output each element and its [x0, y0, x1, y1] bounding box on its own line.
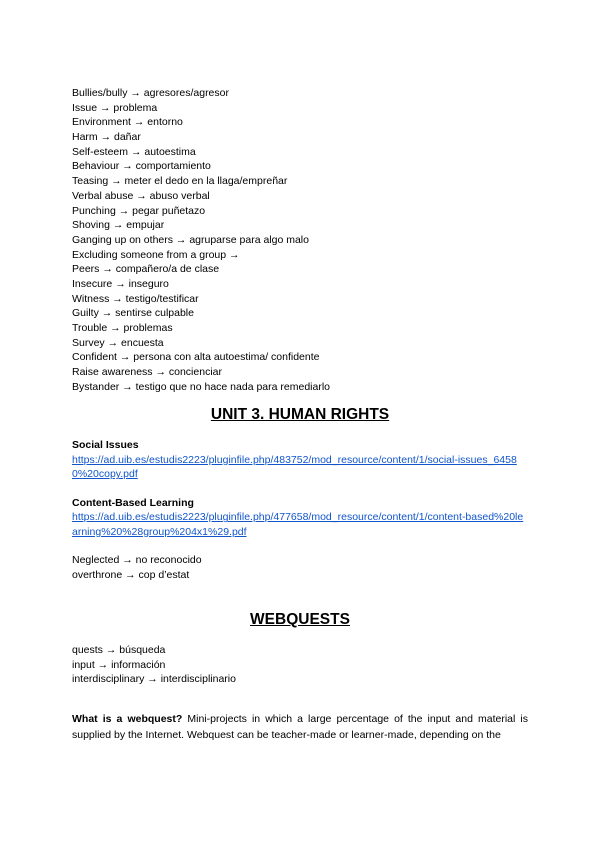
vocab-item: Issue → problema	[72, 101, 158, 114]
vocab-item: Raise awareness → concienciar	[72, 366, 222, 379]
vocab-list-webquests	[72, 643, 528, 687]
vocab-item: Behaviour → comportamiento	[72, 160, 211, 173]
vocab-item: Environment → entorno	[72, 116, 183, 129]
social-issues-section	[72, 438, 528, 482]
vocab-item: Shoving → empujar	[72, 219, 165, 232]
vocab-item: overthrone → cop d’estat	[72, 569, 190, 582]
unit3-heading: UNIT 3. HUMAN RIGHTS	[210, 406, 390, 424]
vocab-item: Neglected → no reconocido	[72, 554, 202, 567]
vocab-item: Ganging up on others → agruparse para algo malo	[72, 233, 309, 246]
vocab-item: Punching → pegar puñetazo	[72, 204, 206, 217]
social-issues-heading: Social Issues	[72, 439, 139, 452]
vocab-item: Bullies/bully → agresores/agresor	[72, 87, 229, 99]
webquest-question: What is a webquest?	[72, 712, 183, 725]
vocab-item: Bystander → testigo que no hace nada para remediarlo	[72, 380, 330, 393]
webquest-definition	[72, 711, 528, 744]
vocab-item: Insecure → inseguro	[72, 277, 169, 290]
vocab-item: Harm → dañar	[72, 131, 141, 144]
webquests-heading: WEBQUESTS	[250, 610, 350, 628]
webquest-answer: Mini-projects in which a large percentage of the input and material is supplied by the Internet. Webquest can be teacher-made or learner-made, depending on the	[72, 712, 528, 742]
vocab-item: Excluding someone from a group →	[72, 248, 240, 261]
vocab-item: Verbal abuse → abuso verbal	[72, 189, 210, 202]
cbl-link[interactable]: https://ad.uib.es/estudis2223/pluginfile.php/477658/mod_resource/content/1/content-based%20learning%20%28group%204x1%29.pdf	[72, 511, 524, 538]
document-page	[72, 86, 528, 744]
vocab-item: Confident → persona con alta autoestima/ confidente	[72, 351, 320, 364]
cbl-heading: Content-Based Learning	[72, 496, 194, 509]
vocab-item: Witness → testigo/testificar	[72, 292, 199, 305]
vocab-item: input → información	[72, 658, 166, 671]
vocab-item: Survey → encuesta	[72, 336, 164, 349]
cbl-section	[72, 496, 528, 540]
vocab-item: Guilty → sentirse culpable	[72, 307, 194, 320]
vocab-item: Teasing → meter el dedo en la llaga/empreñar	[72, 175, 288, 188]
vocab-item: Trouble → problemas	[72, 322, 173, 334]
vocab-item: interdisciplinary → interdisciplinario	[72, 673, 236, 686]
vocab-list-bullying	[72, 86, 528, 394]
vocab-item: Self-esteem → autoestima	[72, 145, 196, 158]
vocab-item: quests → búsqueda	[72, 643, 166, 656]
vocab-list-unit3	[72, 553, 528, 582]
vocab-item: Peers → compañero/a de clase	[72, 263, 220, 276]
social-issues-link[interactable]: https://ad.uib.es/estudis2223/pluginfile.php/483752/mod_resource/content/1/social-issues_64580%20copy.pdf	[72, 453, 517, 481]
